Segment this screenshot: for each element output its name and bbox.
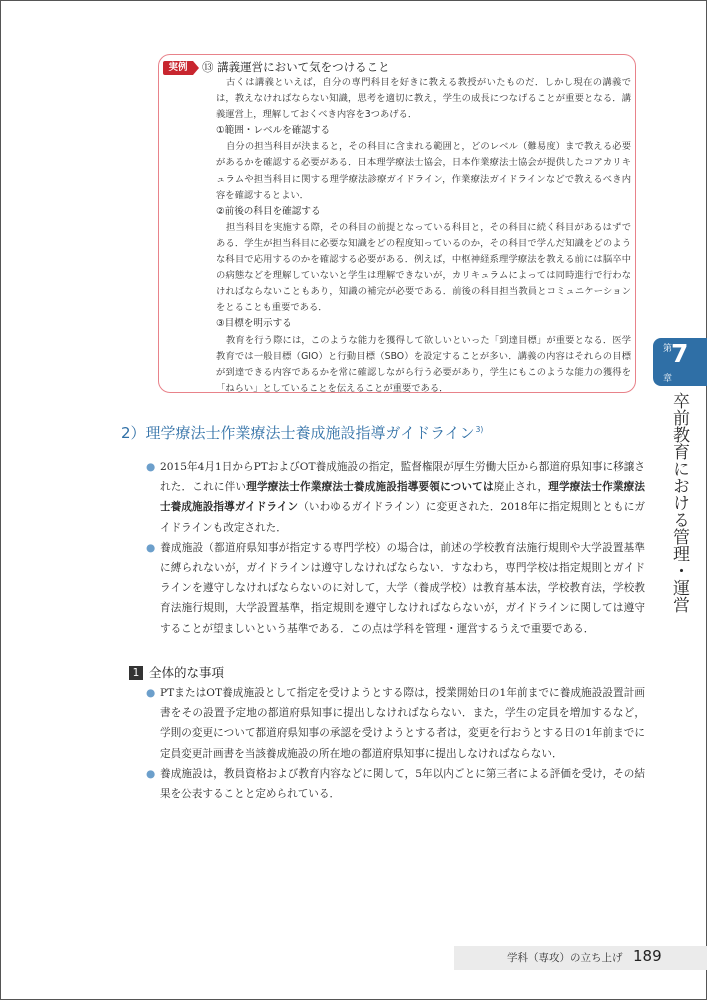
bullet-item	[146, 764, 645, 804]
bullet-dot-icon: ●	[146, 541, 156, 554]
subheading	[129, 663, 224, 681]
subheading-title: 全体的な事項	[149, 665, 225, 680]
bullet-text: 2015年4月1日からPTおよびOT養成施設の指定，監督権限が厚生労働大臣から都道府県知事に移譲された．これに伴い	[160, 461, 645, 494]
bullet-item	[146, 683, 645, 764]
bullet-bold-text: 理学療法士作業療法士養成施設指導ガイドライン	[160, 481, 646, 514]
example-item-heading: ③目標を明示する	[216, 318, 292, 330]
bullet-item	[146, 538, 645, 639]
bullet-dot-icon: ●	[146, 687, 156, 699]
section-heading	[121, 422, 483, 443]
bullet-text: 廃止され，	[493, 481, 549, 494]
bullet-list-general	[146, 683, 645, 804]
chapter-title: 卒前教育における管理・運営	[669, 392, 689, 613]
bullet-item	[146, 457, 645, 538]
footer-text: 学科（専攻）の立ち上げ	[507, 952, 623, 964]
section-reference: 3)	[475, 425, 484, 434]
bullet-bold-text: 理学療法士作業療法士養成施設指導要領については	[246, 481, 494, 494]
example-tag: 実例	[163, 61, 193, 75]
example-body	[216, 75, 631, 397]
example-intro: 古くは講義といえば，自分の専門科目を好きに教える教授がいたものだ．しかし現在の講義では，教えなければならない知識，思考を適切に教え，学生の成長につなげることが重要となる．講義運営上，理解しておくべき内容を3つあげる．	[216, 77, 631, 121]
bullet-text: （いわゆるガイドライン）に変更された．2018年に指定規則とともにガイドラインも改定された．	[160, 501, 645, 534]
bullet-text: 養成施設（都道府県知事が指定する専門学校）の場合は，前述の学校教育法施行規則や大学設置基準に縛られないが，ガイドラインは遵守しなければならない．すなわち，専門学校は指定規則とガイドラインを遵守しなければならないのに対して，大学（養成学校）は教育基本法，学校教育法，学校教育法施行規則，大学設置基準，指定規則を遵守しなければならないが，ガイドラインに関しては遵守することが望ましいという基準である．この点は学科を管理・運営するうえで重要である．	[160, 541, 645, 635]
example-item-text: 担当科目を実施する際，その科目の前提となっている科目と，その科目に続く科目があるはずである．学生が担当科目に必要な知識をどの程度知っているのか，その科目で学んだ知識をどのような科目で応用するのかを確認する必要がある．例えば，中枢神経系理学療法を教える前には脳卒中の病態などを理解していないと学生は理解できないが，カリキュラムによっては同時進行で行わなければならないこともあり，知識の補完が必要である．前後の科目担当教員とコミュニケーションをとることも重要である．	[216, 221, 631, 314]
section-title: 2）理学療法士作業療法士養成施設指導ガイドライン	[121, 424, 475, 442]
example-item-text: 教育を行う際には，このような能力を獲得して欲しいといった「到達目標」が重要となる．医学教育では一般目標（GIO）と行動目標（SBO）を設定することが多い．講義の内容はそれらの目標が到達できる内容であるかを常に確認しながら行う必要があり，学生にもこのような能力の獲得を「ねらい」としていることを伝えることが重要である．	[216, 334, 631, 394]
chapter-prefix: 第	[663, 344, 673, 354]
bullet-text: PTまたはOT養成施設として指定を受けようとする際は，授業開始日の1年前までに養成施設設置計画書をその設置予定地の都道府県知事に提出しなければならない．また，学生の定員を増加するなど，学則の変更について都道府県知事の承認を受けようとする者は，変更を行おうとする日の1年前までに定員変更計画書を当該養成施設の所在地の都道府県知事に提出しなければならない．	[160, 687, 645, 760]
bullet-dot-icon: ●	[146, 767, 156, 780]
bullet-dot-icon: ●	[146, 461, 156, 473]
example-title: ⑬ 講義運営において気をつけること	[202, 60, 390, 74]
chapter-tab	[653, 338, 707, 386]
chapter-suffix: 章	[663, 374, 673, 384]
chapter-number: 7	[671, 339, 689, 368]
page-number: 189	[633, 947, 662, 965]
example-item-heading: ②前後の科目を確認する	[216, 205, 321, 217]
bullet-list-guidelines	[146, 457, 645, 639]
subheading-number: 1	[129, 666, 143, 680]
bullet-text: 養成施設は，教員資格および教育内容などに関して，5年以内ごとに第三者による評価を受け，その結果を公表することと定められている．	[160, 767, 645, 801]
example-item-heading: ①範囲・レベルを確認する	[216, 125, 331, 137]
example-item-text: 自分の担当科目が決まると，その科目に含まれる範囲と，どのレベル（難易度）まで教える必要があるかを確認する必要がある．日本理学療法士協会，日本作業療法士協会が提供したコアカリキュラムや担当科目に関する理学療法診療ガイドライン，作業療法ガイドラインなどで教えるべき内容を確認するとよい．	[216, 141, 631, 201]
